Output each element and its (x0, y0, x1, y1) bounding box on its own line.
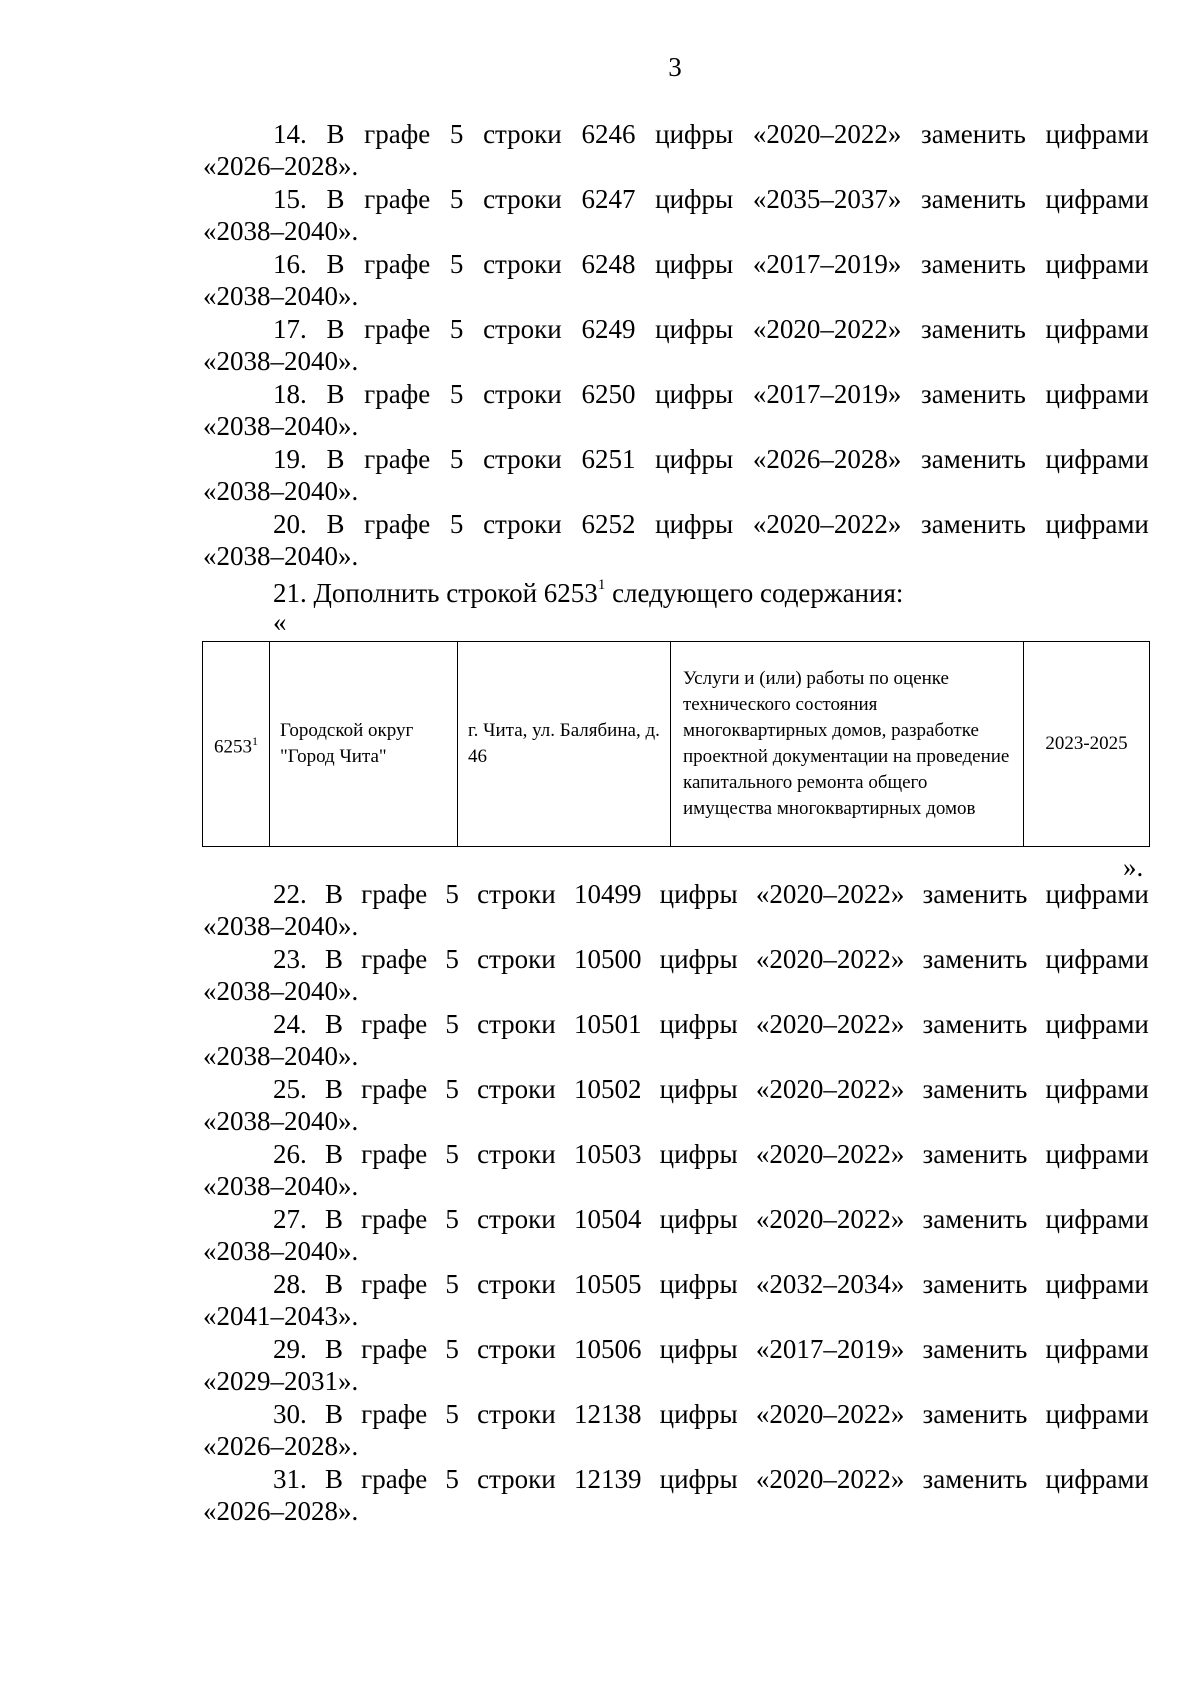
amendment-word: В (326, 119, 345, 149)
amendment-word: цифры (659, 1269, 738, 1299)
amendment-word: «2020–2022» (755, 1009, 905, 1039)
amendment-item (203, 878, 1149, 942)
amendment-word: цифры (655, 119, 734, 149)
amendment-word: 17. (273, 314, 307, 344)
amendment-word: цифры (659, 1204, 738, 1234)
amendment-word: 6248 (581, 249, 636, 279)
amendment-new-value: «2038–2040». (203, 346, 359, 376)
amendment-word: «2032–2034» (755, 1269, 905, 1299)
amendment-new-value: «2038–2040». (203, 976, 359, 1006)
amendment-word: строки (483, 249, 562, 279)
amendment-word: В (326, 509, 345, 539)
amendment-word: 5 (449, 444, 464, 474)
amendment-word: В (324, 879, 343, 909)
amendment-word: заменить (922, 944, 1028, 974)
amendment-word: 10503 (573, 1139, 642, 1169)
amendment-word: 23. (273, 944, 307, 974)
amendment-word: 6252 (581, 509, 636, 539)
cell-period: 2023-2025 (1024, 642, 1150, 847)
amendment-word: 5 (445, 1464, 459, 1494)
amendment-word: цифры (655, 444, 734, 474)
amendment-word: «2020–2022» (752, 119, 902, 149)
amendment-word: графе (361, 1009, 428, 1039)
amendment-word: «2026–2028» (752, 444, 902, 474)
amendment-new-value: «2038–2040». (203, 541, 359, 571)
amendment-item (203, 118, 1149, 182)
amendment-new-value: «2038–2040». (203, 1106, 359, 1136)
amendment-word: 12138 (573, 1399, 642, 1429)
amendment-word: цифрами (1045, 1269, 1149, 1299)
amendment-item (203, 183, 1149, 247)
amendment-word: 19. (273, 444, 307, 474)
amendment-word: В (324, 1269, 343, 1299)
amendment-word: 6246 (581, 119, 636, 149)
amendment-word: цифрами (1045, 879, 1149, 909)
amendment-word: цифры (655, 314, 734, 344)
amendment-word: цифрами (1045, 249, 1149, 279)
amendment-word: 5 (449, 379, 464, 409)
amendment-word: цифрами (1045, 1009, 1149, 1039)
amendment-word: графе (361, 1399, 428, 1429)
amendment-word: графе (364, 119, 431, 149)
amendment-word: строки (477, 1009, 556, 1039)
cell-service: Услуги и (или) работы по оценке технического состояния многоквартирных домов, разработке проектной документации на проведение капитального ремонта общего имущества многоквартирных домов (671, 642, 1024, 847)
amendment-word: 10505 (573, 1269, 642, 1299)
amendment-word: цифрами (1045, 1399, 1149, 1429)
amendment-word: цифры (659, 1334, 738, 1364)
amendment-word: строки (477, 1074, 556, 1104)
amendment-word: 5 (449, 119, 464, 149)
amendment-word: заменить (921, 119, 1026, 149)
amendment-word: В (324, 944, 343, 974)
amendment-word: строки (483, 509, 562, 539)
amendment-word: цифрами (1045, 1334, 1149, 1364)
amendment-word: «2020–2022» (755, 879, 905, 909)
amendment-word: 5 (445, 1139, 459, 1169)
amendment-word: 30. (273, 1399, 307, 1429)
amendment-word: цифры (659, 879, 738, 909)
amendment-word: «2020–2022» (752, 509, 902, 539)
amendment-new-value: «2026–2028». (203, 1431, 359, 1461)
amendment-word: строки (477, 879, 556, 909)
amendment-word: графе (361, 1334, 428, 1364)
amendment-word: строки (477, 1139, 556, 1169)
amendment-word: 25. (273, 1074, 307, 1104)
amendment-item (203, 1203, 1149, 1267)
amendment-word: графе (361, 879, 428, 909)
amendment-new-value: «2026–2028». (203, 151, 359, 181)
amendment-new-value: «2038–2040». (203, 411, 359, 441)
amendment-word: 5 (449, 509, 464, 539)
amendment-word: графе (364, 184, 431, 214)
amendment-word: цифрами (1045, 379, 1149, 409)
close-quote: ». (1123, 852, 1144, 882)
amendment-word: В (326, 379, 345, 409)
amendment-word: цифрами (1045, 444, 1149, 474)
amendment-word: заменить (922, 1269, 1028, 1299)
amendment-word: цифрами (1045, 314, 1149, 344)
amendment-word: заменить (922, 1074, 1028, 1104)
amendment-new-value: «2029–2031». (203, 1366, 359, 1396)
amendment-word: заменить (921, 184, 1026, 214)
amendment-word: 16. (273, 249, 307, 279)
amendment-item (203, 443, 1149, 507)
amendment-word: 28. (273, 1269, 307, 1299)
amendment-word: 5 (449, 249, 464, 279)
open-quote: « (273, 607, 287, 637)
amendment-word: строки (477, 1464, 556, 1494)
amendment-word: заменить (922, 1399, 1028, 1429)
amendment-word: цифры (659, 1009, 738, 1039)
amendment-word: В (326, 184, 345, 214)
amendment-word: графе (361, 1269, 428, 1299)
amendment-word: 6249 (581, 314, 636, 344)
amendment-word: 31. (273, 1464, 307, 1494)
amendment-new-value: «2038–2040». (203, 1171, 359, 1201)
amendment-word: графе (361, 944, 428, 974)
amendment-word: строки (477, 1399, 556, 1429)
amendment-word: 10504 (573, 1204, 642, 1234)
amendment-word: 20. (273, 509, 307, 539)
amendment-word: 5 (449, 314, 464, 344)
amendment-item (203, 508, 1149, 572)
amendment-word: цифры (659, 944, 738, 974)
amendment-word: цифрами (1045, 184, 1149, 214)
amendment-word: графе (364, 379, 431, 409)
amendment-word: строки (477, 1334, 556, 1364)
amendment-word: 5 (445, 879, 459, 909)
amendment-word: В (326, 314, 345, 344)
amendment-item (203, 1073, 1149, 1137)
amendment-new-value: «2038–2040». (203, 911, 359, 941)
cell-address: г. Чита, ул. Балябина, д. 46 (458, 642, 671, 847)
amendment-word: цифры (659, 1399, 738, 1429)
amendment-word: строки (483, 314, 562, 344)
amendment-word: заменить (922, 1009, 1028, 1039)
item-21 (273, 572, 903, 609)
amendment-word: 5 (445, 1334, 459, 1364)
amendment-word: графе (361, 1074, 428, 1104)
amendment-word: В (324, 1074, 343, 1104)
amendment-word: цифры (655, 379, 734, 409)
amendment-word: 5 (445, 1399, 459, 1429)
amendment-word: В (324, 1009, 343, 1039)
amendment-word: строки (477, 1204, 556, 1234)
amendment-word: строки (483, 444, 562, 474)
amendment-word: 5 (445, 1269, 459, 1299)
amendment-item (203, 1008, 1149, 1072)
amendment-word: 29. (273, 1334, 307, 1364)
amendment-word: 5 (449, 184, 464, 214)
amendment-word: заменить (922, 1464, 1028, 1494)
amendment-word: В (324, 1464, 343, 1494)
amendment-word: строки (477, 1269, 556, 1299)
amendment-word: «2020–2022» (752, 314, 902, 344)
amendment-word: «2020–2022» (755, 944, 905, 974)
amendment-word: графе (361, 1139, 428, 1169)
item-21-superscript: 1 (597, 577, 606, 593)
amendment-word: 6250 (581, 379, 636, 409)
amendment-word: 5 (445, 944, 459, 974)
amendment-item (203, 1138, 1149, 1202)
amendment-word: цифрами (1045, 1204, 1149, 1234)
amendment-word: заменить (922, 879, 1028, 909)
page-number: 3 (668, 52, 682, 82)
amendment-item (203, 1333, 1149, 1397)
amendment-word: строки (483, 184, 562, 214)
amendment-word: «2035–2037» (752, 184, 902, 214)
amendment-word: 6247 (581, 184, 636, 214)
amendment-new-value: «2038–2040». (203, 281, 359, 311)
amendment-word: В (326, 444, 345, 474)
amendment-word: «2020–2022» (755, 1204, 905, 1234)
amendment-word: заменить (921, 509, 1026, 539)
amendment-word: 10506 (573, 1334, 642, 1364)
amendment-word: графе (361, 1204, 428, 1234)
amendment-word: «2017–2019» (752, 379, 902, 409)
amendment-word: заменить (922, 1204, 1028, 1234)
amendment-word: заменить (921, 379, 1026, 409)
amendment-word: «2020–2022» (755, 1074, 905, 1104)
amendment-word: цифры (655, 509, 734, 539)
row-number-superscript: 1 (252, 733, 258, 748)
amendment-word: строки (477, 944, 556, 974)
amendment-word: «2017–2019» (752, 249, 902, 279)
amendment-word: 10500 (573, 944, 642, 974)
amendment-word: 24. (273, 1009, 307, 1039)
amendment-word: заменить (921, 314, 1026, 344)
amendment-word: заменить (921, 444, 1026, 474)
amendment-word: В (324, 1334, 343, 1364)
amendment-new-value: «2038–2040». (203, 476, 359, 506)
amendment-item (203, 313, 1149, 377)
amendment-word: графе (361, 1464, 428, 1494)
amendment-word: 14. (273, 119, 307, 149)
amendment-word: 5 (445, 1074, 459, 1104)
amendment-item (203, 378, 1149, 442)
amendment-word: заменить (922, 1139, 1028, 1169)
amendment-word: 10501 (573, 1009, 642, 1039)
amendment-word: цифрами (1045, 1074, 1149, 1104)
amendment-word: «2020–2022» (755, 1464, 905, 1494)
amendment-word: цифрами (1045, 1464, 1149, 1494)
table-row (203, 642, 1150, 847)
amendment-item (203, 943, 1149, 1007)
amendment-word: «2017–2019» (755, 1334, 905, 1364)
cell-municipality: Городской округ "Город Чита" (270, 642, 458, 847)
amendment-word: строки (483, 379, 562, 409)
amendment-item (203, 248, 1149, 312)
item-21-text: Дополнить строкой 6253 (313, 578, 598, 608)
amendment-word: 12139 (573, 1464, 642, 1494)
amendment-new-value: «2041–2043». (203, 1301, 359, 1331)
amendment-word: графе (364, 509, 431, 539)
amendment-word: В (326, 249, 345, 279)
amendment-word: строки (483, 119, 562, 149)
amendment-word: цифры (659, 1464, 738, 1494)
amendment-word: В (324, 1204, 343, 1234)
amendment-new-value: «2038–2040». (203, 1236, 359, 1266)
amendment-word: 27. (273, 1204, 307, 1234)
amendment-word: 22. (273, 879, 307, 909)
amendment-word: 15. (273, 184, 307, 214)
amendment-word: 10499 (573, 879, 642, 909)
amendment-new-value: «2038–2040». (203, 1041, 359, 1071)
amendment-word: «2020–2022» (755, 1139, 905, 1169)
amendment-item (203, 1268, 1149, 1332)
amendment-word: 6251 (581, 444, 636, 474)
amendment-word: В (324, 1399, 343, 1429)
item-21-text-end: следующего содержания: (605, 578, 904, 608)
amendment-word: цифрами (1045, 119, 1149, 149)
amendment-word: цифрами (1045, 509, 1149, 539)
amendment-word: 26. (273, 1139, 307, 1169)
amendment-word: В (324, 1139, 343, 1169)
amendment-word: графе (364, 444, 431, 474)
amendment-word: цифры (659, 1139, 738, 1169)
cell-row-number: 6253$^1$ (203, 642, 270, 847)
amendment-word: 18. (273, 379, 307, 409)
amendment-word: 10502 (573, 1074, 642, 1104)
amendment-item (203, 1398, 1149, 1462)
amendment-word: графе (364, 249, 431, 279)
amendment-word: 5 (445, 1204, 459, 1234)
amendment-word: цифры (655, 184, 734, 214)
amendment-word: заменить (922, 1334, 1028, 1364)
inserted-row-table (202, 641, 1150, 847)
amendment-word: цифры (659, 1074, 738, 1104)
amendment-item (203, 1463, 1149, 1527)
amendment-new-value: «2026–2028». (203, 1496, 359, 1526)
item-21-number: 21. (273, 578, 307, 608)
amendment-word: цифрами (1045, 944, 1149, 974)
amendment-word: графе (364, 314, 431, 344)
amendment-word: «2020–2022» (755, 1399, 905, 1429)
amendment-word: 5 (445, 1009, 459, 1039)
amendment-word: заменить (921, 249, 1026, 279)
amendment-word: цифрами (1045, 1139, 1149, 1169)
amendment-new-value: «2038–2040». (203, 216, 359, 246)
amendment-word: цифры (655, 249, 734, 279)
